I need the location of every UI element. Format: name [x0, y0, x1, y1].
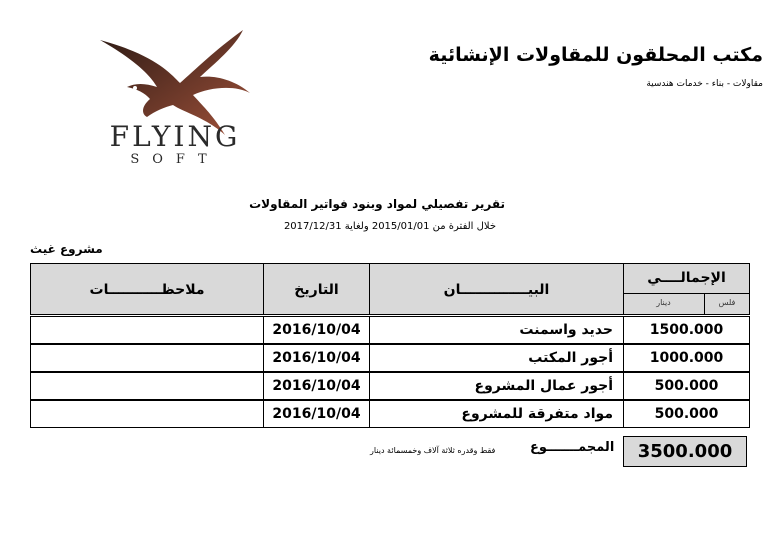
row-notes [30, 344, 264, 372]
row-date: 2016/10/04 [263, 400, 370, 428]
row-statement: مواد متفرقة للمشروع [369, 400, 624, 428]
row-amount: 1500.000 [623, 316, 750, 344]
header-total: الإجمالــــي [647, 270, 726, 286]
report-title: تقرير تفصيلي لمواد وبنود فواتير المقاولات [249, 197, 505, 211]
company-name: مكتب المحلقون للمقاولات الإنشائية [428, 44, 763, 66]
brand-tagline: SOFT [130, 152, 220, 167]
row-amount: 500.000 [623, 372, 750, 400]
brand-name: FLYING [109, 120, 241, 153]
row-notes [30, 316, 264, 344]
header-statement: البيــــــــــــــان [443, 282, 550, 298]
row-statement: أجور المكتب [369, 344, 624, 372]
row-notes [30, 400, 264, 428]
company-subtitle: مقاولات - بناء - خدمات هندسية [646, 79, 763, 89]
row-date: 2016/10/04 [263, 372, 370, 400]
row-date: 2016/10/04 [263, 316, 370, 344]
report-period: خلال الفترة من 2015/01/01 ولغاية 2017/12/31 [283, 221, 497, 232]
row-date: 2016/10/04 [263, 344, 370, 372]
header-dinar: دينار [656, 298, 671, 307]
row-amount: 500.000 [623, 400, 750, 428]
header-notes: ملاحظـــــــــــات [89, 282, 205, 298]
total-in-words: فقط وقدره ثلاثة آلاف وخمسمائة دينار [370, 446, 496, 455]
project-name: مشروع غيث [30, 242, 103, 256]
header-fils: فلس [718, 298, 736, 307]
row-notes [30, 372, 264, 400]
row-amount: 1000.000 [623, 344, 750, 372]
row-statement: حديد واسمنت [369, 316, 624, 344]
total-value: 3500.000 [623, 436, 747, 467]
row-statement: أجور عمال المشروع [369, 372, 624, 400]
total-label: المجمـــــــوع [530, 440, 615, 455]
header-date: التاريخ [294, 282, 339, 298]
